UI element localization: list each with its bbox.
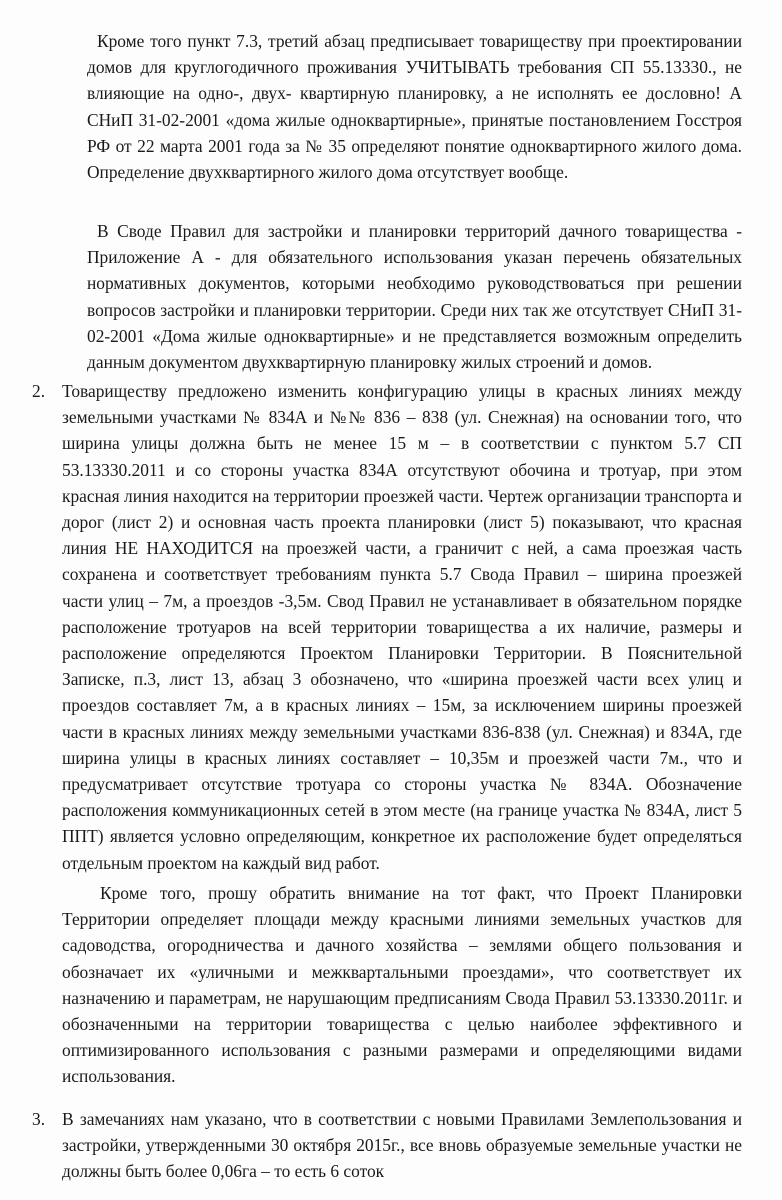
- list-item-text: В замечаниях нам указано, что в соответствии с новыми Правилами Землепользования и застройки, утвержденными 30 октября 2015г., все вновь образуемые земельные участки не должны быть более 0,06га – то есть 6 соток: [62, 1109, 742, 1182]
- list-item-text: Товариществу предложено изменить конфигурацию улицы в красных линиях между земельными участками № 834А и №№ 836 – 838 (ул. Снежная) на основании того, что ширина улицы должна быть не менее 15 м – в соответствии с пунктом 5.7 СП 53.13330.2011 и со стороны участка 834А отсутствуют обочина и тротуар, при этом красная линия находится на территории проезжей части. Чертеж организации транспорта и дорог (лист 2) и основная часть проекта планировки (лист 5) показывают, что красная линия НЕ НАХОДИТСЯ на проезжей части, а граничит с ней, а сама проезжая часть сохранена и соответствует требованиям пункта 5.7 Свода Правил – ширина проезжей части улиц – 7м, а проездов -3,5м. Свод Правил не устанавливает в обязательном порядке расположение тротуаров на всей территории товарищества а их наличие, размеры и расположение определяются Проектом Планировки Территории. В Пояснительной Записке, п.3, лист 13, абзац 3 обозначено, что «ширина проезжей части всех улиц и проездов составляет 7м, а в красных линиях – 15м, за исключением ширины проезжей части в красных линиях между земельными участками 836-838 (ул. Снежная) и 834А, где ширина улицы в красных линиях составляет – 10,35м и проезжей части 7м., что и предусматривает отсутствие тротуара со стороны участка № 834А. Обозначение расположения коммуникационных сетей в этом месте (на границе участка № 834А, лист 5 ППТ) является условно определяющим, конкретное их расположение будет определяться отдельным проектом на каждый вид работ.: [62, 381, 742, 873]
- list-item-number-3: 3.: [32, 1109, 46, 1129]
- paragraph-block-2: [87, 218, 742, 375]
- paragraph-text: В Своде Правил для застройки и планировки территорий дачного товарищества - Приложение А - для обязательного использования указан перечень обязательных нормативных документов, которыми необходимо руководствоваться при решении вопросов застройки и планировки территории. Среди них так же отсутствует СНиП 31-02-2001 «Дома жилые одноквартирные» и не представляется возможным определить данным документом двухквартирную планировку жилых строений и домов.: [87, 221, 742, 373]
- paragraph-text: Кроме того, прошу обратить внимание на тот факт, что Проект Планировки Территории определяет площади между красными линиями земельных участков для садоводства, огородничества и дачного хозяйства – землями общего пользования и обозначает их «уличными и межквартальными проездами», что соответствует их назначению и параметрам, не нарушающим предписаниям Свода Правил 53.13330.2011г. и обозначенными на территории товарищества с целью наиболее эффективного и оптимизированного использования с разными размерами и определяющими видами использования.: [62, 883, 742, 1087]
- list-item-2: [62, 378, 742, 876]
- list-item-number-2: 2.: [32, 381, 46, 401]
- paragraph-block-1: [87, 28, 742, 185]
- paragraph-block-4: [62, 880, 742, 1090]
- list-item-3: [62, 1106, 742, 1185]
- paragraph-text: Кроме того пункт 7.3, третий абзац предписывает товариществу при проектировании домов для круглогодичного проживания УЧИТЫВАТЬ требования СП 55.13330., не влияющие на одно-, двух- квартирную планировку, а не исполнять ее дословно! А СНиП 31-02-2001 «дома жилые одноквартирные», принятые постановлением Госстроя РФ от 22 марта 2001 года за № 35 определяют понятие одноквартирного жилого дома. Определение двухквартирного жилого дома отсутствует вообще.: [87, 31, 742, 183]
